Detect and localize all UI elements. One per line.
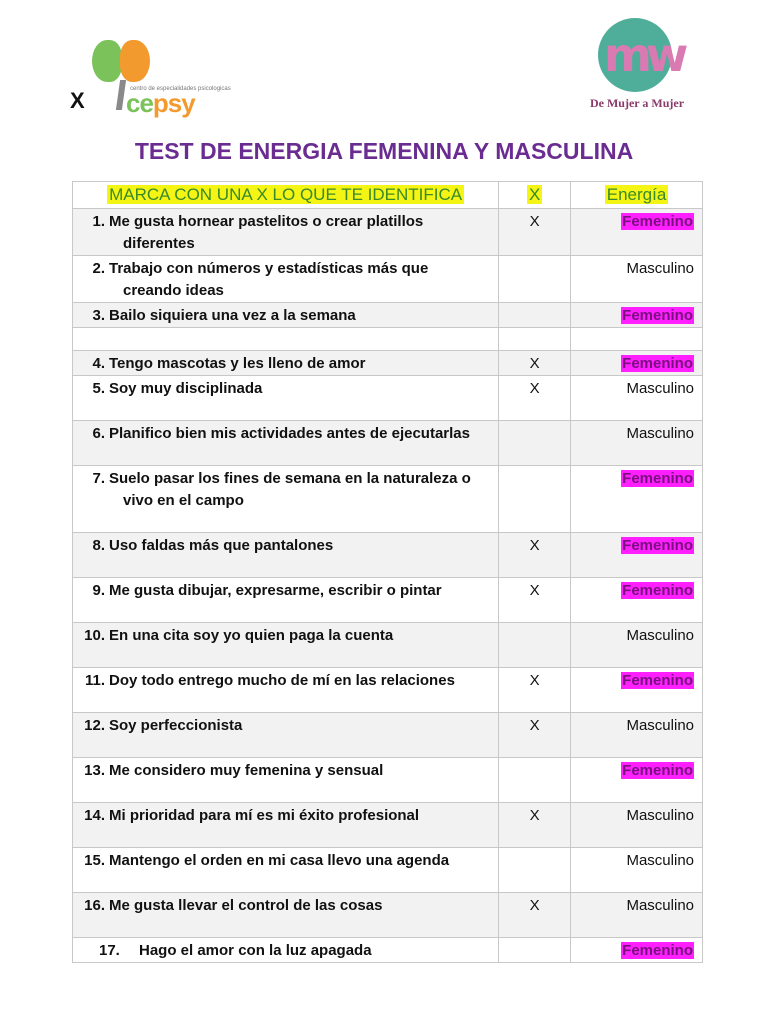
question-cell: 8. Uso faldas más que pantalones — [73, 533, 499, 578]
table-row — [73, 578, 703, 623]
table-row — [73, 758, 703, 803]
energy-cell: Masculino — [571, 376, 703, 421]
mark-cell[interactable] — [499, 256, 571, 303]
energy-cell: Femenino — [571, 758, 703, 803]
table-row — [73, 303, 703, 328]
test-table — [72, 181, 703, 963]
question-cell: 3. Bailo siquiera una vez a la semana — [73, 303, 499, 328]
table-row — [73, 938, 703, 963]
table-row — [73, 466, 703, 533]
header-energy: Energía — [571, 182, 703, 209]
table-row — [73, 803, 703, 848]
empty-cell — [73, 328, 499, 351]
question-cell: 10. En una cita soy yo quien paga la cuenta — [73, 623, 499, 668]
question-cell: 12. Soy perfeccionista — [73, 713, 499, 758]
energy-cell: Masculino — [571, 256, 703, 303]
question-cell: 5. Soy muy disciplinada — [73, 376, 499, 421]
mark-cell[interactable] — [499, 303, 571, 328]
energy-cell: Masculino — [571, 848, 703, 893]
question-cell: 11. Doy todo entrego mucho de mí en las relaciones — [73, 668, 499, 713]
energy-cell: Femenino — [571, 938, 703, 963]
de-mujer-a-mujer-logo — [582, 18, 692, 114]
table-row — [73, 713, 703, 758]
energy-cell: Femenino — [571, 466, 703, 533]
table-row — [73, 848, 703, 893]
table-header-row — [73, 182, 703, 209]
header-question: MARCA CON UNA X LO QUE TE IDENTIFICA — [73, 182, 499, 209]
question-cell: 1. Me gusta hornear pastelitos o crear platillos diferentes — [73, 209, 499, 256]
table-row — [73, 376, 703, 421]
mark-cell[interactable] — [499, 623, 571, 668]
question-cell: 4. Tengo mascotas y les lleno de amor — [73, 351, 499, 376]
energy-cell: Femenino — [571, 533, 703, 578]
mark-cell[interactable] — [499, 848, 571, 893]
mark-cell[interactable]: X — [499, 713, 571, 758]
cepsy-wordmark — [126, 88, 195, 119]
table-row — [73, 668, 703, 713]
question-cell: 14. Mi prioridad para mí es mi éxito profesional — [73, 803, 499, 848]
x-mark: X — [70, 88, 85, 113]
mw-monogram: mw — [604, 28, 683, 82]
table-row — [73, 533, 703, 578]
energy-cell: Femenino — [571, 351, 703, 376]
cepsy-psy: psy — [152, 88, 195, 118]
table-row — [73, 209, 703, 256]
table-row — [73, 256, 703, 303]
mark-cell[interactable]: X — [499, 803, 571, 848]
empty-cell — [499, 328, 571, 351]
brain-tree-icon — [92, 40, 152, 84]
mark-cell[interactable]: X — [499, 533, 571, 578]
energy-cell: Masculino — [571, 803, 703, 848]
energy-cell: Masculino — [571, 623, 703, 668]
question-cell: 6. Planifico bien mis actividades antes de ejecutarlas — [73, 421, 499, 466]
cepsy-tagline: centro de especialidades psicologicas — [130, 86, 231, 92]
question-cell: 2. Trabajo con números y estadísticas más que creando ideas — [73, 256, 499, 303]
table-row — [73, 351, 703, 376]
question-cell: 17. Hago el amor con la luz apagada — [73, 938, 499, 963]
table-row — [73, 893, 703, 938]
energy-cell: Masculino — [571, 713, 703, 758]
mark-cell[interactable]: X — [499, 376, 571, 421]
energy-cell: Femenino — [571, 303, 703, 328]
mark-cell[interactable]: X — [499, 893, 571, 938]
energy-cell: Femenino — [571, 668, 703, 713]
question-cell: 15. Mantengo el orden en mi casa llevo una agenda — [73, 848, 499, 893]
question-cell: 13. Me considero muy femenina y sensual — [73, 758, 499, 803]
empty-cell — [571, 328, 703, 351]
mark-cell[interactable]: X — [499, 209, 571, 256]
energy-cell: Masculino — [571, 421, 703, 466]
question-cell: 7. Suelo pasar los fines de semana en la naturaleza o vivo en el campo — [73, 466, 499, 533]
energy-cell: Femenino — [571, 209, 703, 256]
mark-cell[interactable] — [499, 938, 571, 963]
energy-cell: Femenino — [571, 578, 703, 623]
question-cell: 16. Me gusta llevar el control de las cosas — [73, 893, 499, 938]
mark-cell[interactable]: X — [499, 351, 571, 376]
mark-cell[interactable] — [499, 466, 571, 533]
question-cell: 9. Me gusta dibujar, expresarme, escribir o pintar — [73, 578, 499, 623]
table-row — [73, 421, 703, 466]
mark-cell[interactable]: X — [499, 578, 571, 623]
table-row — [73, 623, 703, 668]
header-mark: X — [499, 182, 571, 209]
empty-row — [73, 328, 703, 351]
mark-cell[interactable]: X — [499, 668, 571, 713]
cepsy-ce: ce — [126, 88, 153, 118]
mark-cell[interactable] — [499, 758, 571, 803]
brand-name: De Mujer a Mujer — [589, 96, 685, 110]
mark-cell[interactable] — [499, 421, 571, 466]
energy-cell: Masculino — [571, 893, 703, 938]
page-title: TEST DE ENERGIA FEMENINA Y MASCULINA — [134, 138, 634, 164]
